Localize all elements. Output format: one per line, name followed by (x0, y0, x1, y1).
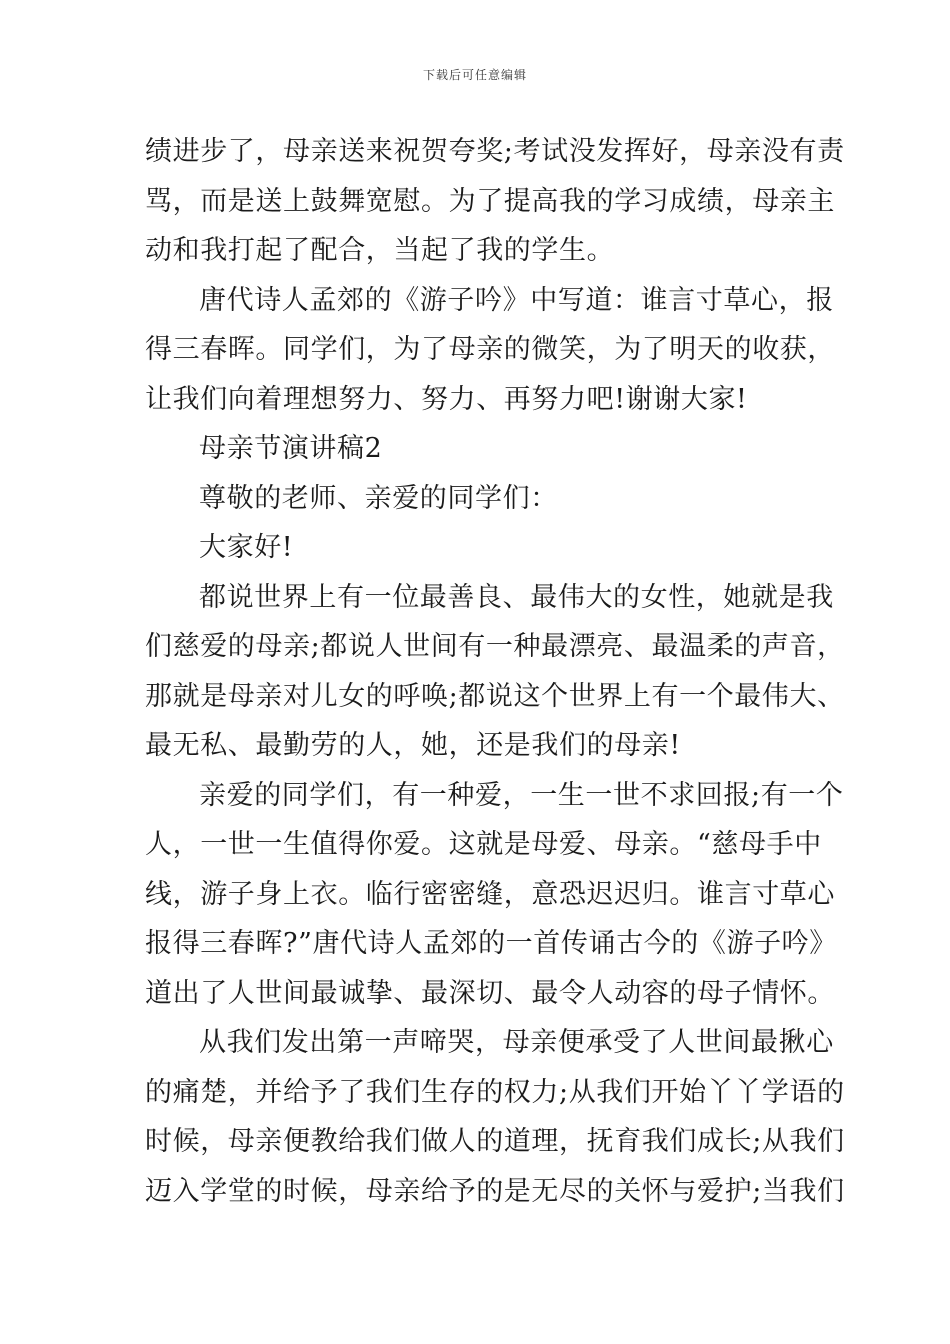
text-line: 们慈爱的母亲;都说人世间有一种最漂亮、最温柔的声音， (145, 631, 845, 662)
greeting: 大家好! (199, 532, 294, 563)
text-line: 道出了人世间最诚挚、最深切、最令人动容的母子情怀。 (145, 977, 835, 1009)
text-line: 绩进步了，母亲送来祝贺夸奖;考试没发挥好，母亲没有责 (145, 136, 845, 167)
text-line: 报得三春晖?”唐代诗人孟郊的一首传诵古今的《游子吟》 (145, 928, 837, 959)
text-line: 迈入学堂的时候，母亲给予的是无尽的关怀与爱护;当我们 (145, 1175, 845, 1207)
text-line: 骂，而是送上鼓舞宽慰。为了提高我的学习成绩，母亲主 (145, 185, 835, 217)
text-line: 动和我打起了配合，当起了我的学生。 (145, 235, 615, 266)
text-line: 得三春晖。同学们，为了母亲的微笑，为了明天的收获， (145, 334, 835, 365)
paragraph-first-line: 都说世界上有一位最善良、最伟大的女性，她就是我 (199, 581, 834, 613)
text-line: 的痛楚，并给予了我们生存的权力;从我们开始丫丫学语的 (145, 1076, 845, 1108)
text-line: 那就是母亲对儿女的呼唤;都说这个世界上有一个最伟大、 (145, 680, 845, 712)
header-note: 下载后可任意编辑 (422, 68, 527, 82)
paragraph-first-line: 唐代诗人孟郊的《游子吟》中写道：谁言寸草心，报 (199, 284, 834, 316)
text-line: 线，游子身上衣。临行密密缝，意恐迟迟归。谁言寸草心 (145, 878, 835, 910)
text-line: 人，一世一生值得你爱。这就是母爱、母亲。“慈母手中 (145, 829, 822, 860)
section-title: 母亲节演讲稿2 (199, 433, 383, 464)
text-line: 时候，母亲便教给我们做人的道理，抚育我们成长;从我们 (145, 1126, 845, 1157)
salutation: 尊敬的老师、亲爱的同学们： (199, 482, 558, 514)
paragraph-first-line: 从我们发出第一声啼哭，母亲便承受了人世间最揪心 (199, 1027, 834, 1058)
text-line: 最无私、最勤劳的人，她，还是我们的母亲! (145, 730, 681, 761)
document-body (145, 127, 845, 1216)
paragraph-first-line: 亲爱的同学们，有一种爱，一生一世不求回报;有一个 (199, 779, 844, 811)
text-line: 让我们向着理想努力、努力、再努力吧!谢谢大家! (145, 383, 748, 415)
